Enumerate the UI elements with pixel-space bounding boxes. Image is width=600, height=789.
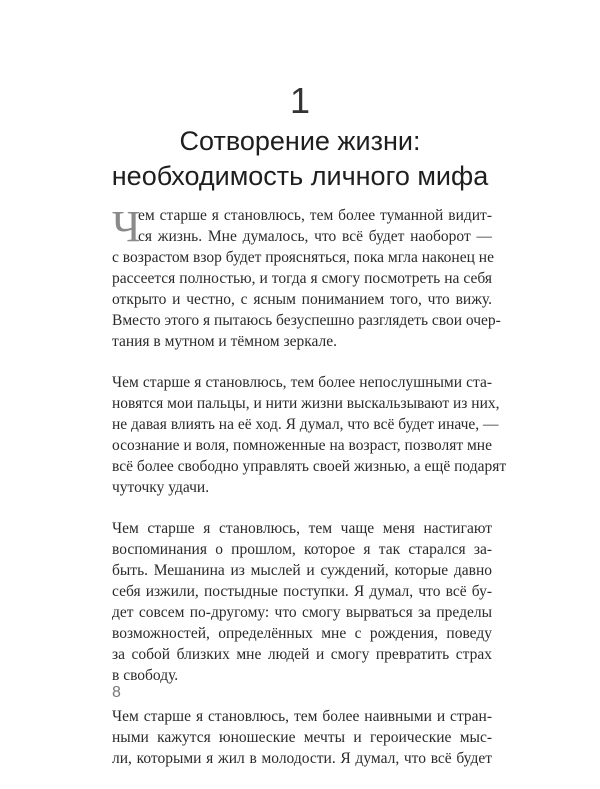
text-line: Чем старше я становлюсь, тем более наивными и стран- — [112, 708, 492, 725]
text-line: ем старше я становлюсь, тем более туманной видит- — [138, 207, 492, 224]
chapter-title-line-1: Сотворение жизни: — [179, 126, 421, 156]
paragraph-2 — [112, 372, 507, 498]
text-line: открыто и честно, с ясным пониманием того, что вижу. — [112, 291, 492, 308]
drop-cap: Ч — [112, 202, 141, 251]
text-line: дет совсем по-другому: что смогу вырваться за пределы — [112, 604, 492, 621]
text-line: воспоминания о прошлом, которое я так старался за- — [112, 541, 492, 558]
chapter-title — [0, 124, 600, 194]
text-line: осознание и воля, помноженные на возраст, позволят мне — [112, 437, 492, 454]
chapter-title-line-2: необходимость личного мифа — [111, 161, 489, 191]
text-line: ными кажутся юношеские мечты и героические мыс- — [112, 729, 492, 746]
text-line: Вместо этого я пытаюсь безуспешно разглядеть свои очер- — [112, 312, 501, 329]
page-number: 8 — [112, 684, 121, 701]
paragraph-4 — [112, 706, 492, 769]
text-line: Чем старше я становлюсь, тем более непослушными ста- — [112, 374, 492, 391]
paragraph-1 — [112, 202, 501, 352]
text-line: рассеется полностью, и тогда я смогу посмотреть на себя — [112, 270, 492, 287]
text-line: всё более свободно управлять своей жизнью, а ещё подарят — [112, 458, 507, 475]
text-line: за собой близких мне людей и смогу превратить страх — [112, 646, 492, 663]
chapter-number: 1 — [289, 80, 311, 121]
text-line: не давая влиять на её ход. Я думал, что всё будет иначе, — — [112, 416, 499, 433]
text-line: себя изжили, постыдные поступки. Я думал, что всё бу- — [112, 583, 492, 600]
text-line: чуточку удачи. — [112, 479, 210, 496]
body-text — [112, 202, 507, 789]
text-line: с возрастом взор будет проясняться, пока мгла наконец не — [112, 249, 494, 266]
paragraph-3 — [112, 518, 492, 686]
text-line: ли, которыми я жил в молодости. Я думал, что всё будет — [112, 750, 492, 767]
text-line: новятся мои пальцы, и нити жизни выскальзывают из них, — [112, 395, 500, 412]
text-line: Чем старше я становлюсь, тем чаще меня настигают — [112, 520, 492, 537]
text-line: в свободу. — [112, 667, 179, 684]
text-line: тания в мутном и тёмном зеркале. — [112, 333, 338, 350]
text-line: возможностей, определённых мне с рождения, поведу — [112, 625, 492, 642]
text-line: ся жизнь. Мне думалось, что всё будет наоборот — — [138, 228, 492, 245]
text-line: быть. Мешанина из мыслей и суждений, которые давно — [112, 562, 492, 579]
